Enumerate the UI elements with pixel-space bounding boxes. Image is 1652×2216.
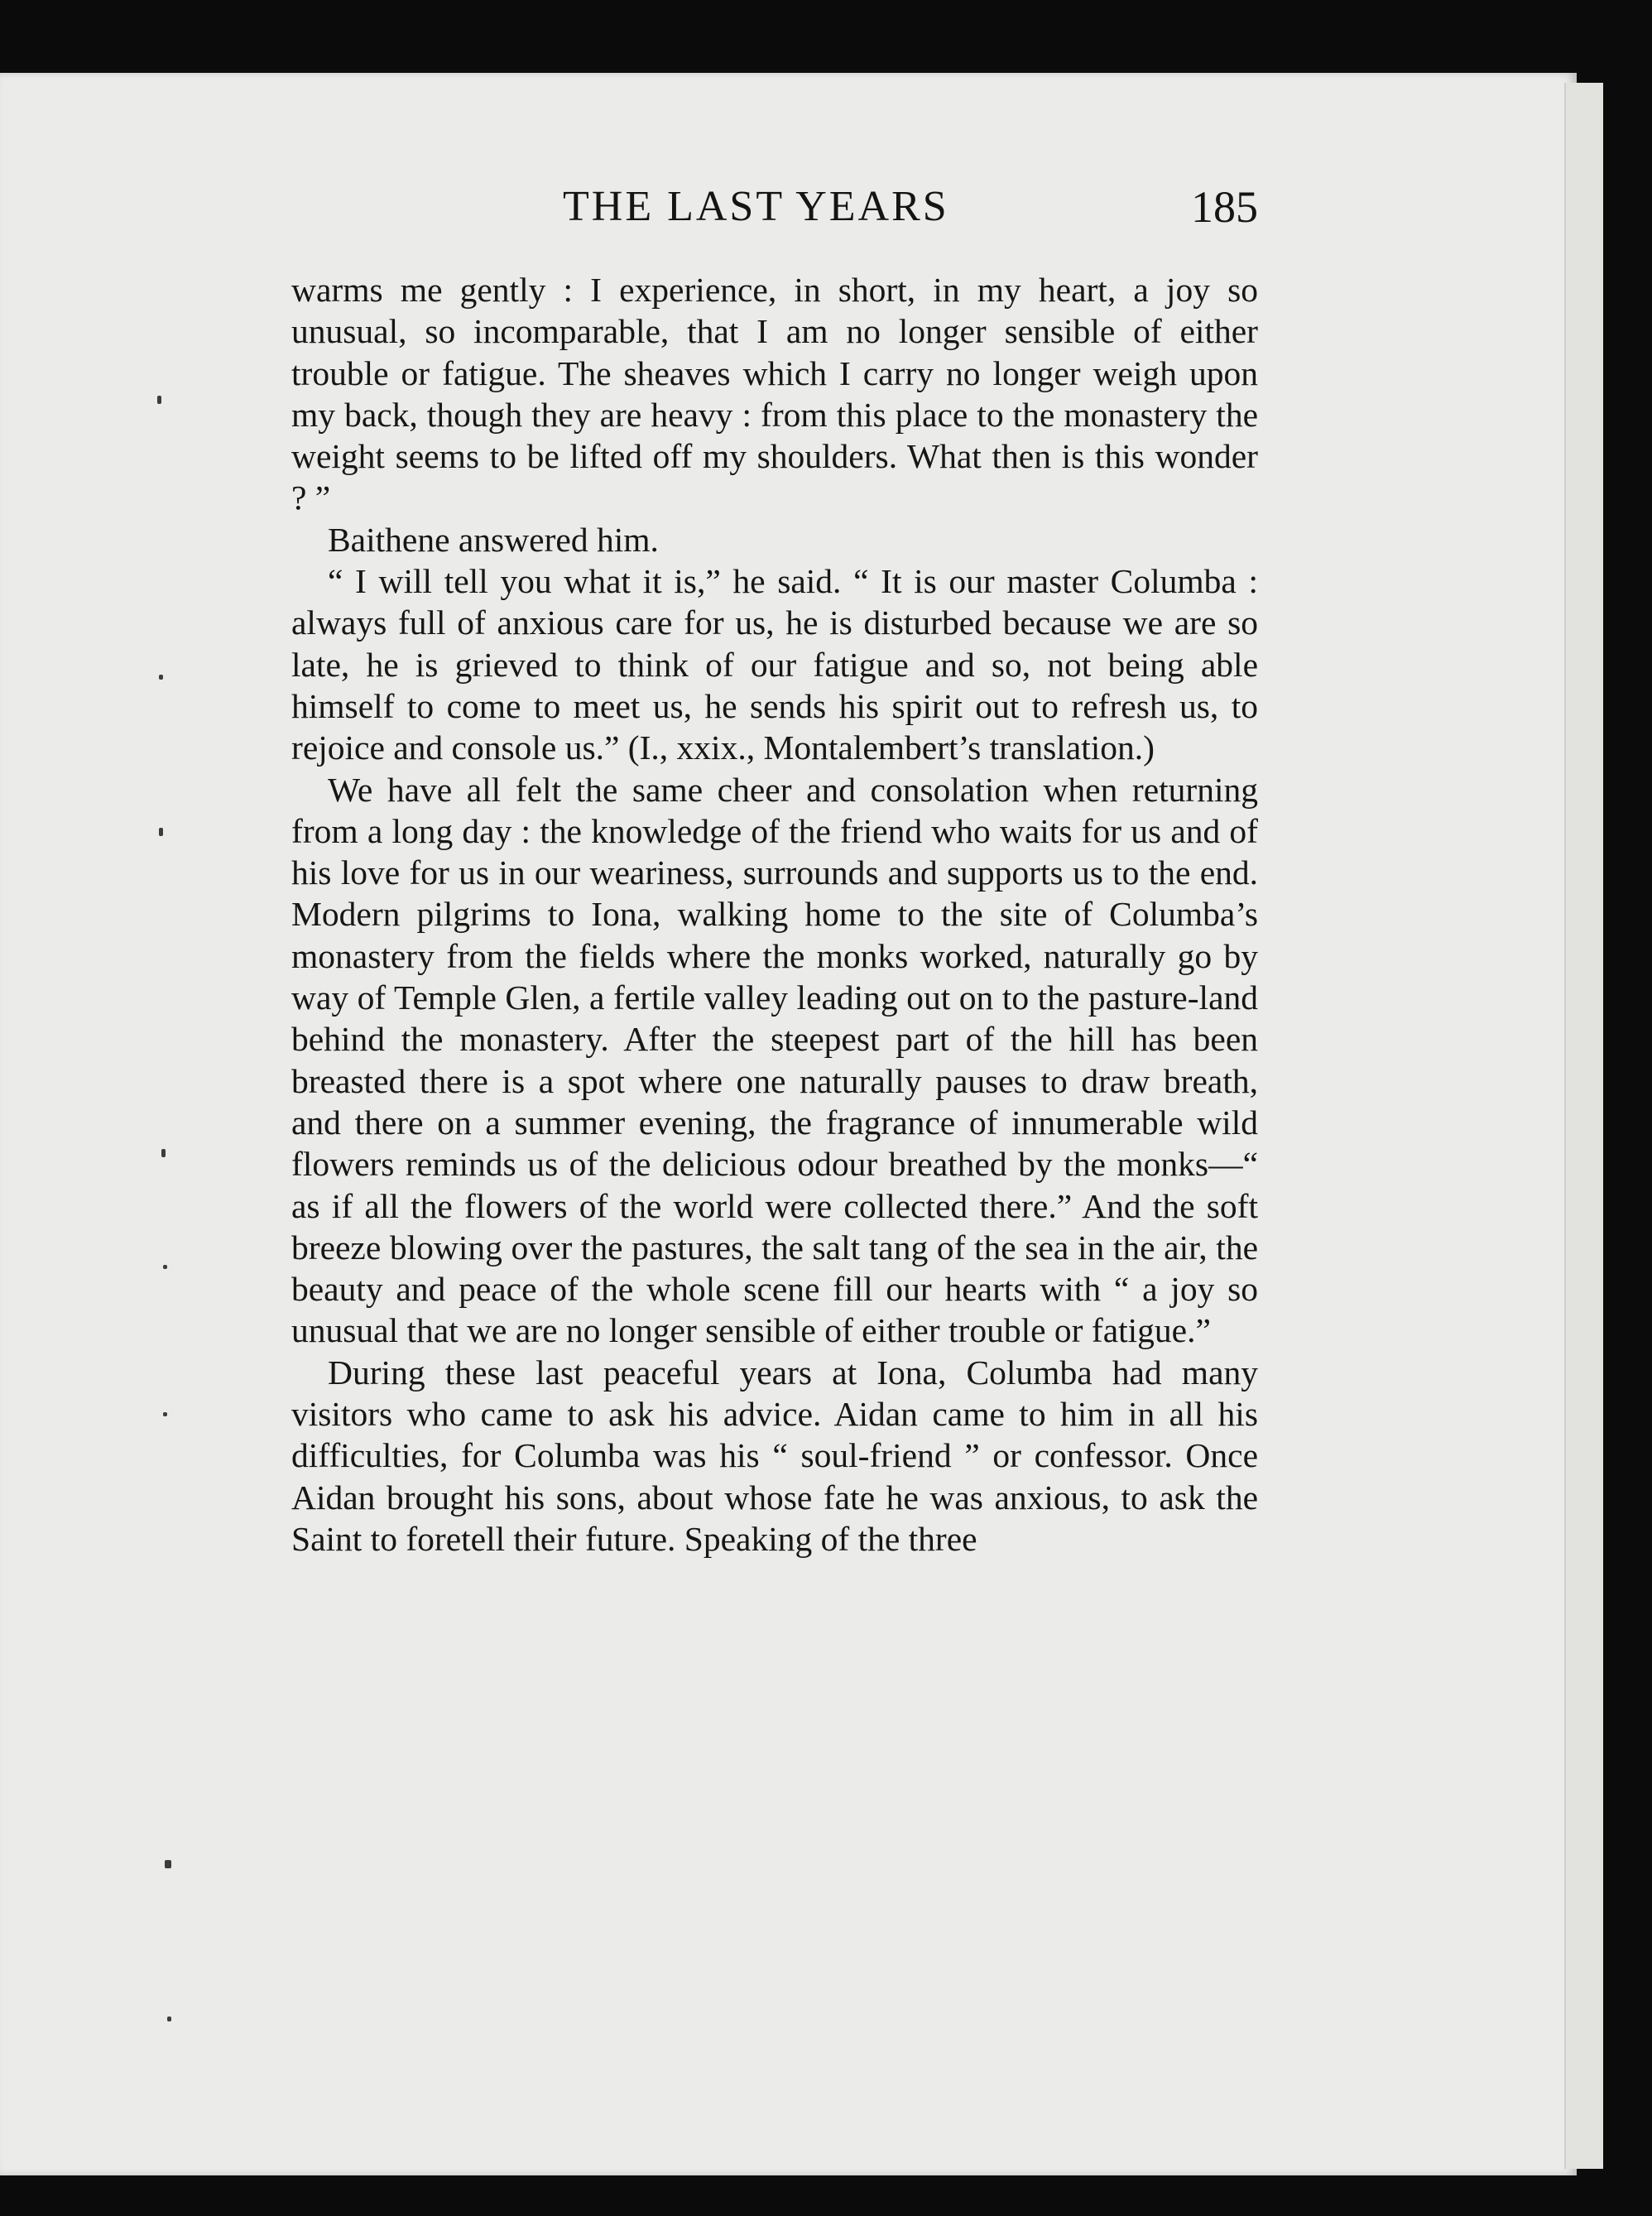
paragraph: We have all felt the same cheer and consolation when returning from a long day : the knowledge of the friend who waits for us and of his love for us in our weariness, surrounds and supports us to the end. Modern pilgrims to Iona, walking home to the site of Columba’s monastery from the fields where the monks worked, naturally go by way of Temple Glen, a fertile valley leading out on to the pasture-land behind the monastery. After the steepest part of the hill has been breasted there is a spot where one naturally pauses to draw breath, and there on a summer evening, the fragrance of innumerable wild flowers reminds us of the delicious odour breathed by the monks—“ as if all the flowers of the world were collected there.” And the soft breeze blowing over the pastures, the salt tang of the sea in the air, the beauty and peace of the whole scene fill our hearts with “ a joy so unusual that we are no longer sensible of either trouble or fatigue.” bbox=[291, 770, 1258, 1350]
margin-mark bbox=[165, 1860, 171, 1868]
paragraph: “ I will tell you what it is,” he said. “ It is our master Columba : always full of anxious care for us, he is disturbed because we are so late, he is grieved to think of our fatigue and so, not being able himself to come to meet us, he sends his spirit out to refresh us, to rejoice and console us.” (I., xxix., Montalembert’s translation.) bbox=[291, 562, 1258, 767]
margin-mark bbox=[163, 1412, 167, 1416]
page-edge bbox=[1564, 83, 1603, 2169]
paragraph: Baithene answered him. bbox=[328, 520, 659, 559]
paragraph: warms me gently : I experience, in short, in my heart, a joy so unusual, so incomparable, that I am no longer sensible of either trouble or fatigue. The sheaves which I carry no longer weigh upon my back, though they are heavy : from this place to the monastery the weight seems to be lifted off my shoulders. What then is this wonder ? ” bbox=[291, 271, 1258, 517]
paragraph: During these last peaceful years at Iona, Columba had many visitors who came to ask his advice. Aidan came to him in all his difficulties, for Columba was his “ soul-friend ” or confessor. Once Aidan brought his sons, about whose fate he was anxious, to ask the Saint to foretell their future. Speaking of the three bbox=[291, 1353, 1258, 1558]
page-number: 185 bbox=[1191, 182, 1258, 232]
body-text bbox=[291, 269, 1258, 1560]
margin-mark bbox=[159, 675, 163, 680]
margin-mark bbox=[167, 2017, 171, 2021]
page-header bbox=[294, 178, 1258, 236]
margin-mark bbox=[159, 828, 163, 836]
margin-mark bbox=[157, 396, 161, 404]
margin-mark bbox=[161, 1149, 166, 1157]
running-head: THE LAST YEARS bbox=[563, 183, 949, 230]
margin-mark bbox=[163, 1265, 167, 1269]
